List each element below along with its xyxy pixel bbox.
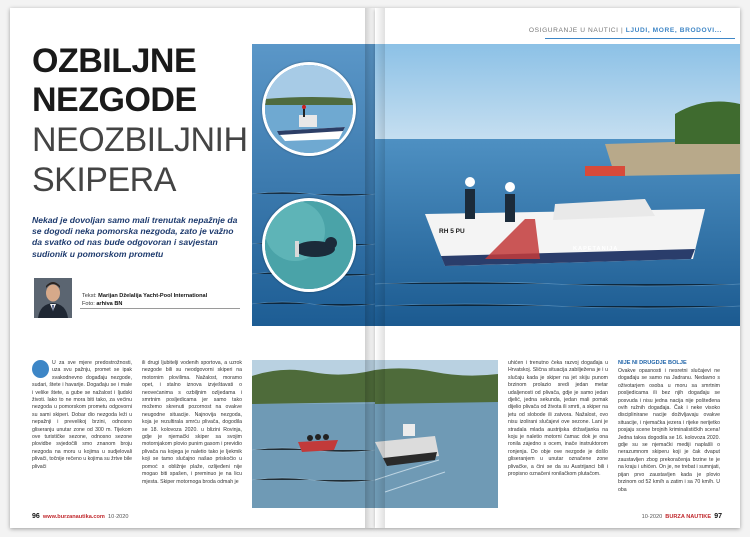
harbor-photo-right <box>375 44 740 326</box>
photo-credit <box>82 301 122 307</box>
right-footer-brand: BURZA NAUTIKE <box>665 514 712 520</box>
photo-credit-author: arhiva BN <box>96 301 123 307</box>
right-footer-issue: 10·2020 <box>641 514 663 520</box>
left-footer-issue: 10·2020 <box>107 514 129 520</box>
header-rule <box>545 38 735 39</box>
title-line-2: NEZGODE <box>32 81 197 119</box>
boat-name: KAPETANIJA <box>573 246 619 252</box>
left-footer-site: www.burzanautika.com <box>42 514 105 520</box>
title-line-1: OZBILJNE <box>32 42 197 80</box>
text-credit-label: Tekst: <box>82 293 97 299</box>
body-column-1-text: U za sve mjere predostrožnosti, uza svu pažnju, promet se ipak svakodnevno događaju nezgode, sudari, štete i havarije. Događaju se i male i velike štete, a gube se nažalost i ljudski životi. Iako to ne mora biti tako, za većinu nezgoda u pomorskom prometu odgovorni su sami skiperi. Dobar dio nezgoda leži u nepažnji i prevelikoj brzini, odnosno gliseranju unutar zone od 300 m. Tijekom ove turističke sezone, odnosno sezone plovidbe svjedočili smo znanom broju nezgoda na moru u kojima u sudjelovali plivači, točnije rečeno u kojima su žrtve bile plivači <box>32 360 132 470</box>
rib-photo-right <box>375 360 498 508</box>
rib-photo-left-half <box>252 360 375 508</box>
lead-paragraph: Nekad je dovoljan samo mali trenutak nepažnje da se dogodi neka pomorska nezgoda, zato je važno da svatko od nas bude odgovoran i savjestan sudionik u pomorskom prometu <box>32 215 238 259</box>
section-header-separator: | <box>621 27 626 34</box>
left-page <box>10 8 375 528</box>
rib-photo-left <box>252 360 375 508</box>
text-credit <box>82 293 207 299</box>
right-footer <box>642 513 722 520</box>
body-column-4-text: Ovakve opasnosti i nesretni slučajevi ne događaju se samo na Jadranu. Nedavno s oživotarjem osoba u moru sa smrtnim posljedicama ili bez njih događaju se posvuda i nisu jedna nacija nije pošteđena ovih ružnih događaja. Čak i neke visoko disciplinirane nacije doživljavaju ovakve situacije, i njemačka jezera i rijeke nerijetko posjaju scene brojnih kriminalističkih scena! Jedna takva dogodila se 16. kolovoza 2020. gdje su se njemački mediji naplašli o nerazumnom skiperu koji je čak dvaput zaustavljen zbog prekoračenja brzine te je na kraju i uhićen. On je, ne trebat i sumnjati, pijan prvo zaustavljen kada je plovio brzinom od 52 km/h a zatim i sa 70 km/h. U oba <box>618 368 720 493</box>
inset-photo-diver <box>262 198 356 292</box>
author-portrait-icon <box>34 278 72 318</box>
photo-credit-label: Foto: <box>82 301 95 307</box>
right-page <box>375 8 740 528</box>
boat-registration: RH 5 PU <box>439 228 465 235</box>
section-header-label: OSIGURANJE U NAUTICI <box>528 27 619 34</box>
text-credit-author: Marijan Dželalija Yacht-Pool International <box>98 293 208 299</box>
body-column-1 <box>32 360 132 508</box>
body-column-2: ili drugi ljubitelji vodenih sportova, a uzrok nezgode bili su neodgovorni skiperi na motornim plovilima. Nažalost, moramo opet, i stalno iznova izvještavati o neovećanima s ozbiljnim ozljedama i smrtnim posljedicama jer samo tako možemo skrenuti pozornost na ovakve neugodne situacije. Najnovija nezgoda, koja je rezultirala smrću plivača, dogodila se 18. kolovoza 2020. u blizini Rovinja, gdje je njemački skiper sa svojim motornjakom plovio punim gasom i previdio plivača na kojega je naletio tako je ljekmik koji se tamo slučajno našao priskočio u pomoć s obližnje plaže, ozlijeđeni nije mogao biti spašen, i preminuo je na licu mjesta. Skiper motornoga broda odmah je <box>142 360 242 485</box>
inset-photo-police-boat <box>262 62 356 156</box>
left-footer <box>32 513 129 520</box>
section-header-tagline: LJUDI, MORE, BRODOVI... <box>625 27 722 34</box>
title-line-4: SKIPERA <box>32 161 176 199</box>
body-column-4 <box>618 360 720 508</box>
rib-photo-right-half <box>375 360 498 508</box>
section-header <box>529 27 722 34</box>
body-column-3: uhićen i trenutno čeka razvoj događaja u Hrvatskoj. Slična situacija zabilježena je i u slučaju kada je skiper na jet skiju punom brzinom prolazio sredi jedan metar udaljenosti od plivača, gdje je samo jedan djelić, jedna sekunda, jedan mali pomak dijelio plivača od života ili smrti, a skiper na jetu od slobode ili zatvora. Nažalost, ovo nisu izolirani slučajevi ove sezone. Lani je stradala mlada austrijska državljanka na koju je naletio motorni čamac dok je ona ronila zajedno s ocem, inače instruktorom ronjenja. Do obje ove nezgode je došlo gliseranjem u unutar označene zone plivačke, a čini se da su Austrijanci bili i propisno označeni ronilačkom plutačom. <box>508 360 608 478</box>
credit-divider <box>80 308 240 309</box>
author-photo <box>34 278 72 318</box>
title-line-3: NEOZBILJNIH <box>32 121 248 159</box>
harbor-photo-right-half <box>375 44 740 326</box>
right-page-number: 97 <box>714 513 722 520</box>
left-page-number: 96 <box>32 513 40 520</box>
column-subtitle: NIJE NI DRUGDJE BOLJE <box>618 360 687 366</box>
drop-cap-circle <box>32 360 49 378</box>
